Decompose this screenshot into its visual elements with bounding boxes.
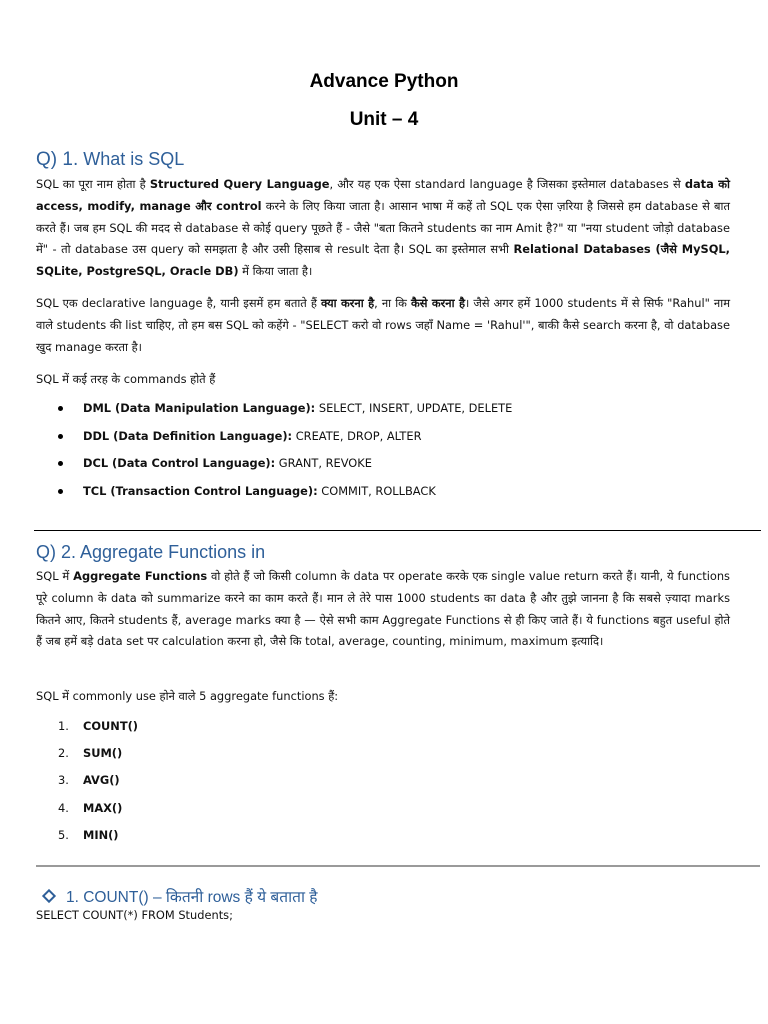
text-run: SQL में bbox=[36, 569, 74, 583]
command-label: DCL (Data Control Language): bbox=[83, 456, 276, 470]
list-item bbox=[54, 481, 512, 509]
functions-intro: SQL में commonly use होने वाले 5 aggregate functions हैं: bbox=[36, 689, 339, 703]
list-number: 4. bbox=[58, 800, 69, 815]
function-name: SUM() bbox=[83, 746, 123, 761]
bullet-icon bbox=[58, 461, 63, 466]
text-run: । जैसे अगर हमें 1000 students में से सिर्फ "Rahul" नाम वाले students की list चाहिए, तो हम बस SQL को कहेंगे - "SELECT करो वो rows जहाँ Name = 'Rahul'", बाकी कैसे search करना है, वो database खुद manage करता है। bbox=[36, 296, 731, 354]
document-title: Advance Python bbox=[309, 71, 459, 92]
list-number: 5. bbox=[58, 827, 69, 842]
text-run: वो होते हैं जो किसी column के data पर operate करके एक single value return करते हैं। यानी, ये functions पूरे column के data को summarize करने का काम करते हैं। मान ले तेरे पास 1000 students का data है और तुझे जानना है कि सबसे ज़्यादा marks कितने आए, कितने students हैं, average marks क्या है — ऐसे सभी काम Aggregate Functions से ही किए जाते हैं। ये functions बहुत useful होते हैं जब हमें बड़े data set पर calculation करना हो, जैसे कि total, average, counting, minimum, maximum इत्यादि। bbox=[36, 569, 730, 649]
command-value: COMMIT, ROLLBACK bbox=[317, 483, 436, 498]
text-run: , और यह एक ऐसा standard language है जिसका इस्तेमाल databases से bbox=[329, 177, 685, 191]
text-run: , ना कि bbox=[374, 296, 411, 310]
function-name: COUNT() bbox=[83, 719, 139, 733]
function-name: AVG() bbox=[83, 773, 120, 788]
section1-heading bbox=[36, 149, 184, 171]
bullet-icon bbox=[58, 406, 63, 411]
section2-heading: Q) 2. Aggregate Functions in bbox=[36, 542, 266, 562]
section-divider bbox=[34, 530, 761, 531]
command-label: DDL (Data Definition Language): bbox=[83, 428, 293, 443]
command-value: CREATE, DROP, ALTER bbox=[292, 428, 422, 443]
bold-text-run: क्या करना है bbox=[320, 296, 375, 310]
list-number: 1. bbox=[58, 719, 69, 733]
count-subheading-text: 1. COUNT() – कितनी rows हैं ये बताता है bbox=[66, 889, 318, 906]
count-subheading bbox=[44, 885, 318, 907]
section2-paragraph-1 bbox=[36, 566, 730, 653]
list-item bbox=[58, 716, 138, 743]
commands-intro: SQL में कई तरह के commands होते हैं bbox=[36, 372, 216, 386]
list-number: 3. bbox=[58, 773, 69, 788]
bold-text-run: Aggregate Functions bbox=[73, 569, 208, 583]
list-item bbox=[54, 398, 512, 426]
text-run: SQL एक declarative language है, यानी इसमें हम बताते हैं bbox=[36, 296, 321, 310]
commands-list bbox=[54, 398, 512, 508]
diamond-bullet-icon bbox=[42, 889, 56, 903]
command-label: TCL (Transaction Control Language): bbox=[83, 483, 318, 498]
command-value: GRANT, REVOKE bbox=[275, 456, 372, 470]
list-item bbox=[58, 798, 138, 825]
list-number: 2. bbox=[58, 746, 69, 761]
bold-text-run: Structured Query Language bbox=[149, 177, 330, 191]
bold-text-run: Relational Databases (जैसे MySQL, SQLite, PostgreSQL, Oracle DB) bbox=[36, 242, 730, 279]
bullet-icon bbox=[58, 434, 63, 439]
section1-paragraph-1 bbox=[36, 174, 730, 283]
list-item bbox=[54, 426, 512, 454]
functions-list bbox=[58, 716, 138, 852]
text-run: SQL का पूरा नाम होता है bbox=[36, 177, 150, 191]
bullet-icon bbox=[58, 489, 63, 494]
bold-text-run: data को access, modify, manage और control bbox=[36, 177, 731, 213]
text-run: करने के लिए किया जाता है। आसान भाषा में कहें तो SQL एक ऐसा ज़रिया है जिससे हम database से बात करते हैं। जब हम SQL की मदद से database से कोई query पूछते हैं - जैसे "बता कितने students का नाम Amit है?" या "नया student जोड़ो database में" - तो database उस query को समझता है और उसी हिसाब से result देता है। SQL का इस्तेमाल सभी bbox=[36, 198, 731, 257]
list-item bbox=[58, 770, 138, 797]
unit-title: Unit – 4 bbox=[349, 109, 419, 130]
text-run: में किया जाता है। bbox=[238, 264, 313, 279]
section1-paragraph-2 bbox=[36, 293, 730, 358]
section1-heading-prefix: Q) 1. bbox=[36, 149, 79, 170]
bold-text-run: कैसे करना है bbox=[410, 296, 465, 310]
list-item bbox=[54, 453, 512, 481]
command-label: DML (Data Manipulation Language): bbox=[83, 401, 316, 415]
list-item bbox=[58, 743, 138, 770]
command-value: SELECT, INSERT, UPDATE, DELETE bbox=[315, 401, 513, 415]
section-divider bbox=[36, 865, 760, 867]
list-item bbox=[58, 825, 138, 852]
function-name: MAX() bbox=[83, 800, 123, 815]
function-name: MIN() bbox=[83, 827, 119, 842]
sql-code-line: SELECT COUNT(*) FROM Students; bbox=[36, 908, 233, 922]
section1-heading-text: What is SQL bbox=[78, 149, 185, 169]
